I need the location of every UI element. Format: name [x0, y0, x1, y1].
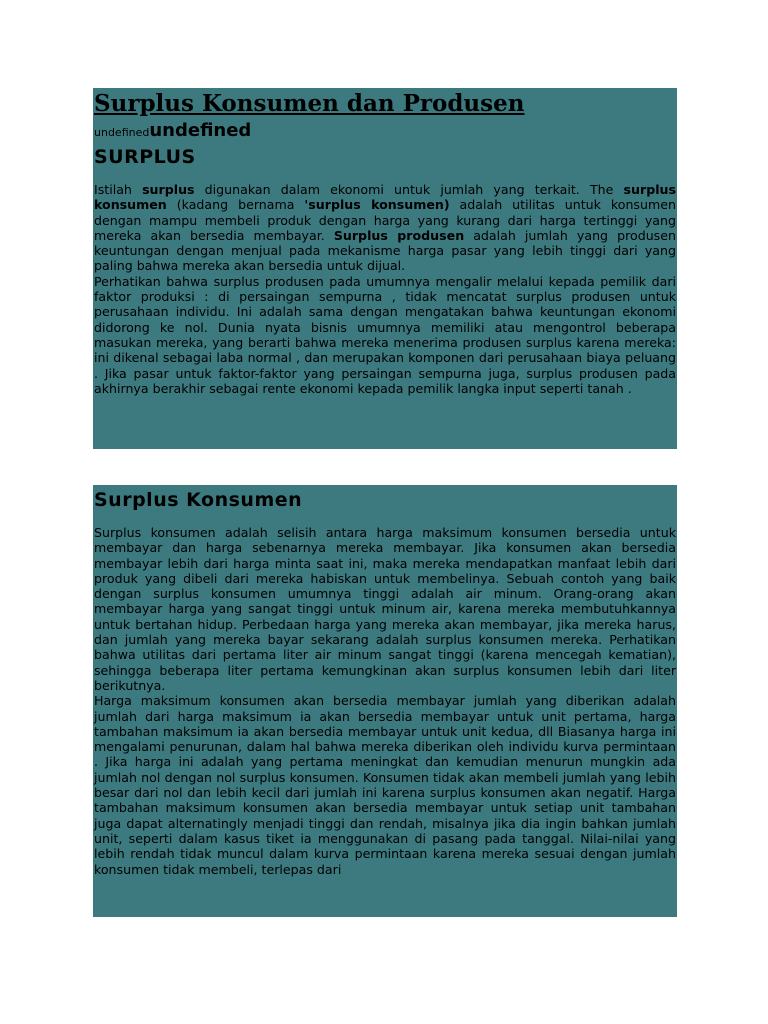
undefined-small-text: undefined	[94, 126, 150, 139]
undefined-line	[94, 119, 676, 143]
text-run: (kadang bernama	[166, 197, 305, 213]
surplus-section	[93, 88, 677, 449]
page-title: Surplus Konsumen dan Produsen	[94, 90, 525, 117]
surplus-konsumen-heading: Surplus Konsumen	[94, 489, 303, 511]
surplus-konsumen-paragraph-2: Harga maksimum konsumen akan bersedia membayar jumlah yang diberikan adalah jumlah dari harga maksimum ia akan bersedia membayar untuk unit pertama, harga tambahan maksimum ia akan bersedia membayar untuk unit kedua, dll Biasanya harga ini mengalami penurunan, dalam hal bahwa mereka diberikan oleh individu kurva permintaan . Jika harga ini adalah yang pertama meningkat dan kemudian menurun mungkin ada jumlah nol dengan nol surplus konsumen. Konsumen tidak akan membeli jumlah yang lebih besar dari nol dan lebih kecil dari jumlah ini karena surplus konsumen akan negatif. Harga tambahan maksimum konsumen akan bersedia membayar untuk setiap unit tambahan juga dapat alternatingly menjadi tinggi dan rendah, misalnya jika dia ingin bahkan jumlah unit, seperti dalam kasus tiket ia menggunakan di pasang pada tanggal. Nilai-nilai yang lebih rendah tidak muncul dalam kurva permintaan karena mereka sesuai dengan jumlah konsumen tidak membeli, terlepas dari	[94, 693, 676, 877]
bold-term: Surplus produsen	[333, 227, 465, 243]
surplus-paragraph-2: Perhatikan bahwa surplus produsen pada umumnya mengalir melalui kepada pemilik dari faktor produksi : di persaingan sempurna , tidak mencatat surplus produsen untuk perusahaan individu. Ini adalah sama dengan mengatakan bahwa keuntungan ekonomi didorong ke nol. Dunia nyata bisnis umumnya memiliki atau mengontrol beberapa masukan mereka, yang berarti bahwa mereka menerima produsen surplus karena mereka: ini dikenal sebagai laba normal , dan merupakan komponen dari perusahaan biaya peluang . Jika pasar untuk faktor-faktor yang persaingan sempurna juga, surplus produsen pada akhirnya berakhir sebagai rente ekonomi kepada pemilik langka input seperti tanah .	[94, 273, 676, 396]
surplus-konsumen-paragraph-1: Surplus konsumen adalah selisih antara harga maksimum konsumen bersedia untuk membayar dan harga sebenarnya mereka membayar. Jika konsumen akan bersedia membayar lebih dari harga minta saat ini, maka mereka mendapatkan manfaat lebih dari produk yang dibeli dari mereka habiskan untuk membelinya. Sebuah contoh yang baik dengan surplus konsumen umumnya tinggi adalah air minum. Orang-orang akan membayar harga yang sangat tinggi untuk minum air, karena mereka membutuhkannya untuk bertahan hidup. Perbedaan harga yang mereka akan membayar, jika mereka harus, dan jumlah yang mereka bayar sekarang adalah surplus konsumen mereka. Perhatikan bahwa utilitas dari pertama liter air minum sangat tinggi (karena mencegah kematian), sehingga beberapa liter pertama kemungkinan akan surplus konsumen lebih dari liter berikutnya.	[94, 525, 676, 693]
text-run: adalah jumlah yang produsen keuntungan dengan menjual pada mekanisme harga pasar yang lebih tinggi dari yang paling bahwa mereka akan bersedia untuk dijual.	[94, 227, 676, 274]
surplus-konsumen-section	[93, 485, 677, 917]
bold-term: surplus konsumen	[94, 182, 676, 213]
surplus-paragraph-1	[94, 182, 676, 274]
undefined-large-text: undefined	[149, 120, 252, 141]
text-run: Istilah	[94, 182, 143, 197]
text-run: adalah utilitas untuk konsumen dengan mampu membeli produk dengan harga yang kurang dari harga tertinggi yang mereka akan bersedia membayar.	[94, 197, 676, 243]
surplus-heading: SURPLUS	[94, 146, 196, 168]
bold-term: 'surplus konsumen)	[304, 197, 450, 213]
bold-term: surplus	[142, 182, 195, 197]
text-run: digunakan dalam ekonomi untuk jumlah yang terkait. The	[194, 182, 624, 197]
